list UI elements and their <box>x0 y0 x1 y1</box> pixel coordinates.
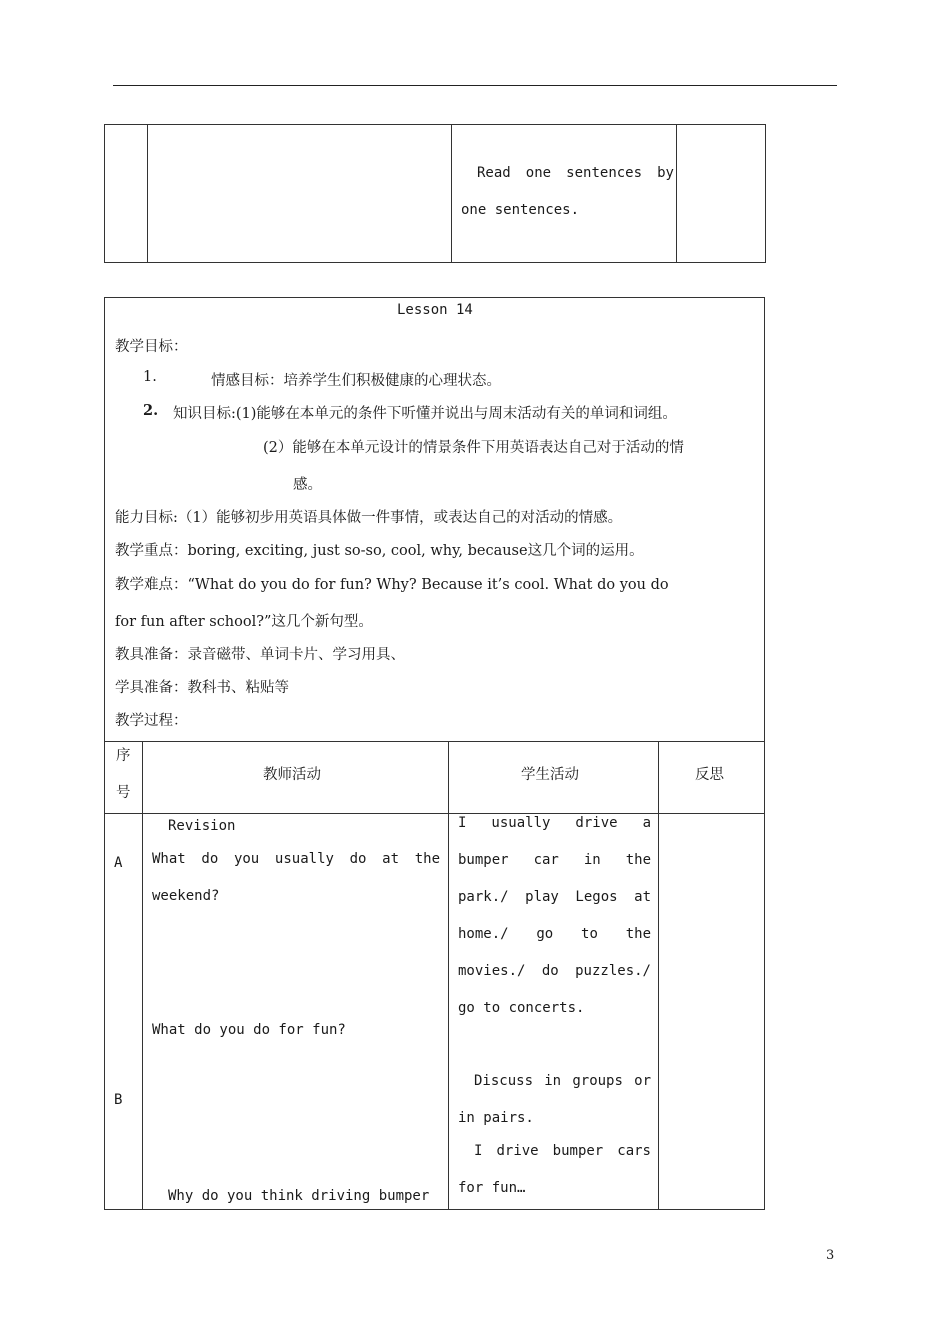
table-column-divider <box>676 125 677 262</box>
student-answer-line: for fun… <box>458 1180 526 1196</box>
student-answer-line: Discuss in groups or <box>474 1073 651 1089</box>
teacher-question-line: What do you usually do at the <box>152 851 440 867</box>
student-answer-line: go to concerts. <box>458 1000 585 1016</box>
goal2-number: 2. <box>143 402 159 419</box>
student-answer-line: in pairs. <box>458 1110 534 1126</box>
header-reflection: 反思 <box>695 767 724 783</box>
student-answer-line: park./ play Legos at <box>458 889 651 905</box>
table-column-divider <box>147 125 148 262</box>
goal1-number: 1. <box>143 369 157 385</box>
goal2-sub-line: 感。 <box>293 477 322 493</box>
process-heading: 教学过程： <box>115 713 188 729</box>
teacher-revision: Revision <box>168 818 236 834</box>
ability-goal: 能力目标:（1）能够初步用英语具体做一件事情，或表达自己的对活动的情感。 <box>115 510 623 526</box>
student-activity-cell <box>461 155 674 229</box>
teacher-question-line: weekend? <box>152 888 220 904</box>
teacher-question: What do you do for fun? <box>152 1022 346 1038</box>
student-answer-b <box>458 1063 651 1137</box>
page-number: 3 <box>826 1248 835 1263</box>
goals-heading: 教学目标： <box>115 339 188 355</box>
goal2-text: 知识目标:(1)能够在本单元的条件下听懂并说出与周末活动有关的单词和词组。 <box>173 406 677 422</box>
header-student-activity: 学生活动 <box>521 767 579 783</box>
student-answer-line: bumper car in the <box>458 852 651 868</box>
key-points: 教学重点：boring, exciting, just so-so, cool, why, because这几个词的运用。 <box>115 543 644 559</box>
table-header-divider <box>105 813 764 814</box>
process-table <box>105 741 764 1209</box>
student-materials: 学具准备：教科书、粘贴等 <box>115 680 289 696</box>
teacher-question: Why do you think driving bumper <box>168 1188 430 1204</box>
student-answer-line: movies./ do puzzles./ <box>458 963 651 979</box>
header-seq: 序 <box>116 748 131 764</box>
student-activity-line: Read one sentences by <box>477 165 674 181</box>
table-column-divider <box>451 125 452 262</box>
header-teacher-activity: 教师活动 <box>263 767 321 783</box>
seq-label: A <box>114 855 123 871</box>
lesson-plan-box <box>104 297 765 1210</box>
header-seq: 号 <box>116 785 131 801</box>
student-answer-b <box>458 1133 651 1207</box>
table-column-divider <box>142 741 143 1209</box>
student-answer-a <box>458 805 651 1027</box>
goal1-text: 情感目标：培养学生们积极健康的心理状态。 <box>211 373 501 389</box>
teacher-question <box>152 841 440 915</box>
continuation-table <box>104 124 766 263</box>
student-answer-line: home./ go to the <box>458 926 651 942</box>
seq-label: B <box>114 1092 123 1108</box>
student-activity-line: one sentences. <box>461 202 580 218</box>
table-column-divider <box>448 741 449 1209</box>
table-top-border <box>105 741 764 742</box>
goal2-sub-line: (2）能够在本单元设计的情景条件下用英语表达自己对于活动的情 <box>263 440 684 456</box>
difficulty-line: 教学难点：“What do you do for fun? Why? Because it’s cool. What do you do <box>115 577 669 593</box>
difficulty-line: for fun after school?”这几个新句型。 <box>115 614 373 630</box>
teacher-materials: 教具准备：录音磁带、单词卡片、学习用具、 <box>115 647 405 663</box>
student-answer-line: I usually drive a <box>458 815 651 831</box>
header-rule <box>113 85 837 86</box>
student-answer-line: I drive bumper cars <box>474 1143 651 1159</box>
table-column-divider <box>658 741 659 1209</box>
lesson-title: Lesson 14 <box>397 302 473 318</box>
